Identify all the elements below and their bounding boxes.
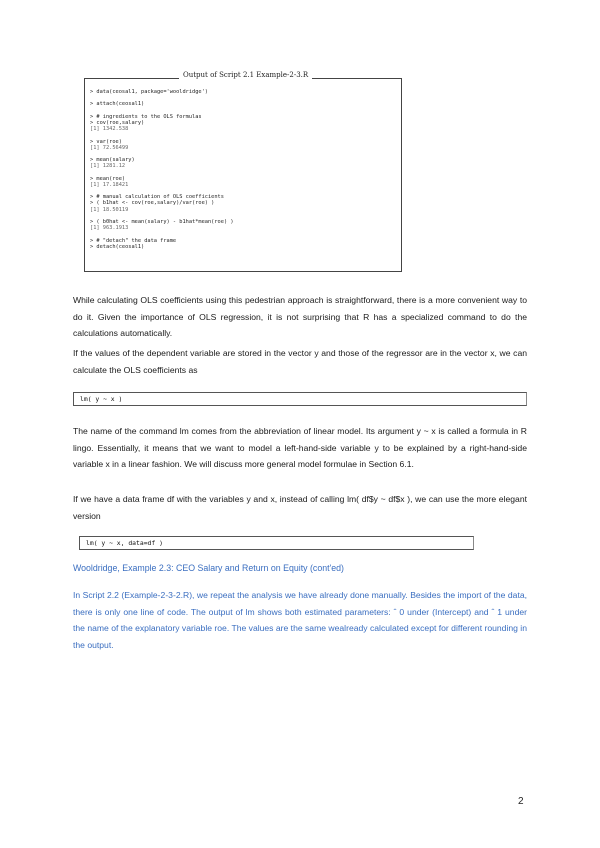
- code-command-line: > ( b0hat <- mean(salary) - b1hat*mean(roe) ): [90, 218, 234, 225]
- paragraph-vectors: If the values of the dependent variable are stored in the vector y and those of the regressor are in the vector x, we can calculate the OLS coefficients as: [73, 348, 527, 375]
- example-heading: Wooldridge, Example 2.3: CEO Salary and Return on Equity (cont'ed): [73, 563, 344, 573]
- code-command-line: > cov(roe,salary): [90, 119, 145, 126]
- code-command-line: > mean(salary): [90, 157, 135, 164]
- paragraph-data-frame: If we have a data frame df with the variables y and x, instead of calling lm( df$y ~ df$x ), we can use the more elegant version: [73, 494, 527, 521]
- code-output-line: [1] 72.56499: [90, 144, 129, 151]
- code-output-line: [1] 1342.538: [90, 126, 129, 133]
- code-output-line: [1] 17.18421: [90, 181, 129, 188]
- page-number: 2: [518, 796, 524, 807]
- script-output-box: [84, 71, 402, 272]
- code-output-line: [1] 963.1913: [90, 225, 129, 232]
- code-snippet-lm-simple: lm( y ~ x ): [73, 392, 527, 406]
- paragraph-formula: The name of the command lm comes from the abbreviation of linear model. Its argument y ~ x is called a formula in R lingo. Essentially, it means that we want to model a left-hand-side variable y to be explained by a right-hand-side variable x in a linear fashion. We will discuss more general model formulae in Section 6.1.: [73, 426, 527, 469]
- code-command-line: > # "detach" the data frame: [90, 237, 177, 244]
- script-output-caption: Output of Script 2.1 Example-2-3.R: [179, 71, 312, 79]
- code-command-line: > attach(ceosal1): [90, 101, 145, 108]
- code-command-line: > # manual calculation of OLS coefficients: [90, 194, 224, 201]
- code-command-line: > mean(roe): [90, 175, 126, 182]
- code-snippet-lm-data: lm( y ~ x, data=df ): [79, 536, 474, 550]
- paragraph-ols-intro: While calculating OLS coefficients using this pedestrian approach is straightforward, there is a more convenient way to do it. Given the importance of OLS regression, it is not surprising that R has a specialized command to do the calculations automatically.: [73, 295, 527, 338]
- code-command-line: > # ingredients to the OLS formulas: [90, 113, 202, 120]
- code-command-line: > detach(ceosal1): [90, 243, 145, 250]
- code-output-line: [1] 1281.12: [90, 163, 126, 170]
- paragraph-example: In Script 2.2 (Example-2-3-2.R), we repeat the analysis we have already done manually. Besides the import of the data, there is only one line of code. The output of lm shows both estimated parameters: ˆ 0 under (Intercept) and ˆ 1 under the name of the explanatory variable roe. The values are the same wealready calculated except for different rounding in the output.: [73, 590, 527, 650]
- code-output-line: [1] 18.50119: [90, 206, 129, 213]
- code-command-line: > ( b1hat <- cov(roe,salary)/var(roe) ): [90, 200, 215, 207]
- code-command-line: > data(ceosal1, package='wooldridge'): [90, 89, 208, 95]
- code-command-line: > var(roe): [90, 138, 122, 145]
- script-output-lines: [90, 89, 397, 250]
